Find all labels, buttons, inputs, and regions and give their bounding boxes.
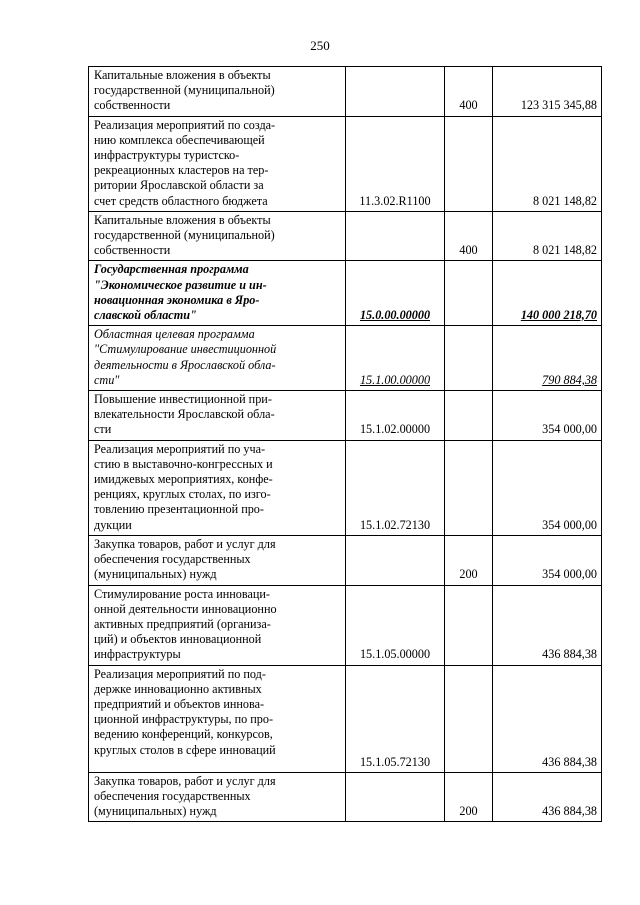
table-row	[89, 440, 602, 535]
table-row	[89, 585, 602, 665]
row-name-line: Стимулирование роста инноваци-	[94, 586, 270, 601]
row-name-line: государственной (муниципальной)	[94, 83, 275, 98]
row-expense-type-cell	[445, 391, 493, 441]
row-expense-type-cell: 400	[445, 211, 493, 261]
row-code-cell: 15.1.02.00000	[346, 391, 445, 441]
row-code-cell	[346, 772, 445, 822]
row-name-line: стию в выставочно-конгрессных и	[94, 456, 273, 471]
row-code-cell: 15.1.05.72130	[346, 665, 445, 772]
row-code-cell: 15.1.00.00000	[346, 326, 445, 391]
budget-table	[88, 66, 602, 822]
row-name-cell	[89, 67, 346, 117]
row-code-cell: 15.1.05.00000	[346, 585, 445, 665]
table-row	[89, 67, 602, 117]
row-name-line: ведению конференций, конкурсов,	[94, 727, 273, 742]
row-name-cell	[89, 116, 346, 211]
row-name-line: Закупка товаров, работ и услуг для	[94, 773, 276, 788]
row-code-cell	[346, 211, 445, 261]
row-name-cell	[89, 535, 346, 585]
table-row	[89, 535, 602, 585]
row-name-line: (муниципальных) нужд	[94, 567, 217, 582]
row-name-line: активных предприятий (организа-	[94, 616, 271, 631]
row-name-line: "Экономическое развитие и ин-	[94, 277, 267, 292]
row-name-line: товлению презентационной про-	[94, 502, 264, 517]
row-name-line: славской области"	[94, 308, 197, 323]
row-name-line: держке инновационно активных	[94, 681, 262, 696]
row-name-cell	[89, 772, 346, 822]
row-name-line: ционной инфраструктуры, по про-	[94, 712, 274, 727]
table-row	[89, 116, 602, 211]
row-expense-type-cell	[445, 116, 493, 211]
row-amount-cell: 354 000,00	[493, 391, 602, 441]
row-name-line: ренциях, круглых столах, по изго-	[94, 487, 271, 502]
row-amount-cell: 8 021 148,82	[493, 211, 602, 261]
row-amount-cell: 123 315 345,88	[493, 67, 602, 117]
row-name-line: нию комплекса обеспечивающей	[94, 132, 265, 147]
row-code-cell: 11.3.02.R1100	[346, 116, 445, 211]
row-code-cell	[346, 67, 445, 117]
row-name-line: (муниципальных) нужд	[94, 804, 217, 819]
row-code-cell: 15.1.02.72130	[346, 440, 445, 535]
row-name-line: рекреационных кластеров на тер-	[94, 163, 269, 178]
table-row	[89, 772, 602, 822]
row-name-line: обеспечения государственных	[94, 552, 251, 567]
budget-table-body	[89, 67, 602, 822]
row-name-line: влекательности Ярославской обла-	[94, 407, 275, 422]
row-name-line: собственности	[94, 98, 171, 113]
row-name-line: дукции	[94, 517, 132, 532]
page-number: 250	[310, 38, 330, 53]
row-name-cell	[89, 585, 346, 665]
row-name-line: деятельности в Ярославской обла-	[94, 357, 276, 372]
table-row	[89, 261, 602, 326]
row-name-line: Повышение инвестиционной при-	[94, 392, 272, 407]
row-name-cell	[89, 261, 346, 326]
row-expense-type-cell	[445, 261, 493, 326]
row-name-line: круглых столов в сфере инноваций	[94, 742, 276, 757]
row-name-line: предприятий и объектов иннова-	[94, 696, 265, 711]
row-name-line: государственной (муниципальной)	[94, 228, 275, 243]
row-expense-type-cell	[445, 440, 493, 535]
row-amount-cell: 354 000,00	[493, 535, 602, 585]
row-amount-cell: 354 000,00	[493, 440, 602, 535]
row-expense-type-cell: 200	[445, 772, 493, 822]
row-amount-cell: 436 884,38	[493, 772, 602, 822]
row-expense-type-cell	[445, 665, 493, 772]
row-name-line: ритории Ярославской области за	[94, 178, 264, 193]
row-name-line: сти	[94, 422, 112, 437]
row-name-line: имиджевых мероприятиях, конфе-	[94, 472, 273, 487]
row-name-line: Капитальные вложения в объекты	[94, 68, 271, 82]
row-name-line: сти"	[94, 372, 120, 387]
row-name-line: Областная целевая программа	[94, 327, 255, 342]
row-name-line: новационная экономика в Яро-	[94, 292, 260, 307]
row-expense-type-cell: 400	[445, 67, 493, 117]
row-amount-cell: 140 000 218,70	[493, 261, 602, 326]
row-name-cell	[89, 326, 346, 391]
row-name-line: онной деятельности инновационно	[94, 601, 277, 616]
row-name-line: инфраструктуры туристско-	[94, 148, 240, 163]
row-name-line: Закупка товаров, работ и услуг для	[94, 536, 276, 551]
row-expense-type-cell	[445, 585, 493, 665]
row-amount-cell: 790 884,38	[493, 326, 602, 391]
row-code-cell	[346, 535, 445, 585]
table-row	[89, 211, 602, 261]
row-name-line: счет средств областного бюджета	[94, 193, 268, 208]
row-amount-cell: 436 884,38	[493, 585, 602, 665]
row-name-line: Государственная программа	[94, 262, 249, 277]
row-name-line: собственности	[94, 243, 171, 258]
row-amount-cell: 8 021 148,82	[493, 116, 602, 211]
row-code-cell: 15.0.00.00000	[346, 261, 445, 326]
row-name-line: обеспечения государственных	[94, 788, 251, 803]
row-name-line: Капитальные вложения в объекты	[94, 212, 271, 227]
table-row	[89, 665, 602, 772]
row-expense-type-cell: 200	[445, 535, 493, 585]
row-name-cell	[89, 211, 346, 261]
row-name-line: "Стимулирование инвестиционной	[94, 342, 277, 357]
row-name-line: инфраструктуры	[94, 647, 181, 662]
table-row	[89, 391, 602, 441]
row-name-cell	[89, 665, 346, 772]
row-amount-cell: 436 884,38	[493, 665, 602, 772]
table-row	[89, 326, 602, 391]
row-name-line: Реализация мероприятий по под-	[94, 666, 266, 681]
row-name-line: Реализация мероприятий по созда-	[94, 117, 276, 132]
row-name-line: Реализация мероприятий по уча-	[94, 441, 266, 456]
row-name-cell	[89, 440, 346, 535]
row-name-line: ций) и объектов инновационной	[94, 632, 262, 647]
row-expense-type-cell	[445, 326, 493, 391]
row-name-cell	[89, 391, 346, 441]
